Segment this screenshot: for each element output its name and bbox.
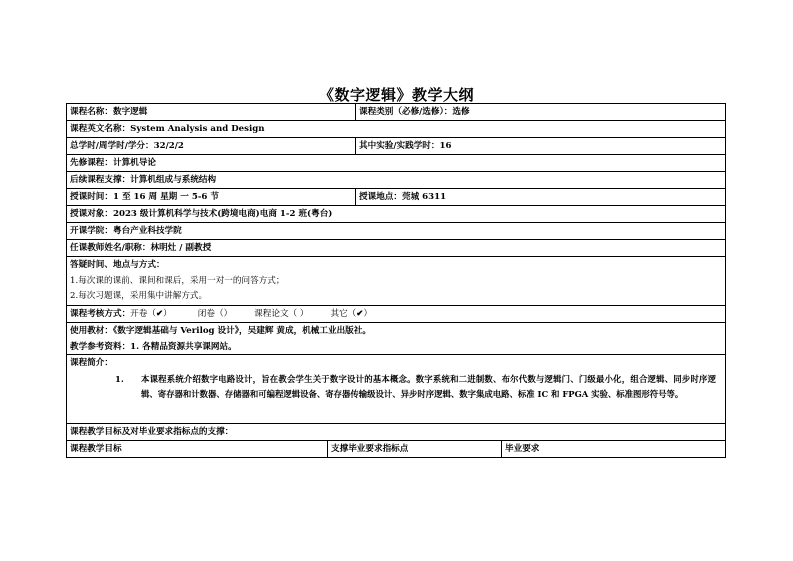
refs-line	[70, 340, 722, 355]
field-label: 先修课程：	[70, 158, 113, 168]
intro-text: 本课程系统介绍数字电路设计，旨在教会学生关于数字设计的基本概念。数字系统和二进制数、布尔代数与逻辑门、门级最小化，组合逻辑、同步时序逻辑、寄存器和计数器、存储器和可编程逻辑设备、寄存器传输级设计、异步时序逻辑、数字集成电路、标准 IC 和 FPGA 实验、标准图形符号等。	[141, 373, 716, 399]
table-row	[67, 256, 725, 305]
table-row	[67, 171, 725, 188]
field-label: 任课教师姓名/职称：	[70, 243, 151, 253]
table-row	[67, 305, 725, 322]
lab-hours-cell	[355, 138, 725, 154]
table-row	[67, 239, 725, 256]
field-label: 课程类别（必修/选修）：	[359, 107, 453, 117]
textbook-value: 《数字逻辑基础与 Verilog 设计》，吴建辉 黄成，机械工业出版社。	[112, 326, 371, 336]
teacher-value: 林明灶 / 副教授	[150, 243, 212, 253]
field-label: 总学时/周学时/学分：	[70, 141, 154, 151]
time-cell	[67, 189, 355, 205]
field-label: 授课地点：	[359, 192, 402, 202]
prereq-cell	[67, 155, 725, 171]
intro-number: 1.	[115, 373, 124, 384]
table-row	[67, 120, 725, 137]
field-label: 其中实验/实践学时：	[359, 141, 440, 151]
english-name-value: System Analysis and Design	[130, 124, 265, 134]
table-row	[67, 423, 725, 440]
hours-cell	[67, 138, 355, 154]
exam-cell	[67, 306, 725, 322]
textbook-line	[70, 324, 722, 340]
field-label: 授课时间：	[70, 192, 113, 202]
course-type-cell	[355, 104, 725, 120]
table-row	[67, 354, 725, 423]
table-row	[67, 154, 725, 171]
column-header-goal: 课程教学目标	[70, 444, 122, 454]
checkmark-icon: ✔	[356, 309, 364, 319]
table-row	[67, 205, 725, 222]
qa-line: 1.每次课的课前、课间和课后，采用一对一的问答方式；	[70, 275, 285, 286]
qa-cell	[67, 257, 725, 305]
intro-cell	[67, 355, 725, 423]
table-row	[67, 104, 725, 120]
field-label: 授课对象：	[70, 209, 113, 219]
followup-value: 计算机组成与系统结构	[130, 175, 217, 185]
goals-label: 课程教学目标及对毕业要求指标点的支撑：	[70, 427, 234, 437]
exam-open: 开卷（	[130, 309, 156, 319]
field-label: 答疑时间、地点与方式：	[70, 260, 165, 270]
prereq-value: 计算机导论	[112, 158, 156, 168]
course-name-cell	[67, 104, 355, 120]
table-row	[67, 322, 725, 354]
intro-paragraph	[70, 372, 722, 403]
location-cell	[355, 189, 725, 205]
time-value: 1 至 16 周 星期 一 5-6 节	[112, 192, 219, 202]
exam-closed: 闭卷（）	[197, 309, 233, 319]
audience-value: 2023 级计算机科学与技术(跨境电商)电商 1-2 班(粤台)	[112, 209, 333, 219]
english-name-cell	[67, 121, 725, 137]
location-value: 莞城 6311	[401, 192, 447, 202]
hours-value: 32/2/2	[153, 141, 184, 151]
exam-paper: 课程论文（ ）	[254, 309, 309, 319]
table-row	[67, 188, 725, 205]
exam-open-close: ）	[163, 309, 172, 319]
checkmark-icon: ✔	[155, 309, 164, 319]
college-value: 粤台产业科技学院	[112, 226, 182, 236]
audience-cell	[67, 206, 725, 222]
syllabus-table	[66, 103, 726, 458]
page-title: 《数字逻辑》教学大纲	[318, 86, 474, 104]
field-label: 使用教材：	[70, 326, 113, 336]
field-label: 课程英文名称：	[70, 124, 131, 134]
goals-cell	[67, 424, 725, 440]
lab-hours-value: 16	[439, 141, 452, 151]
qa-line: 2.每次习题课，采用集中讲解方式。	[70, 291, 208, 301]
textbook-cell	[67, 323, 725, 354]
table-header-row	[67, 440, 725, 457]
field-label: 教学参考资料：	[70, 341, 131, 352]
field-label: 课程名称：	[70, 107, 113, 117]
refs-value: 1. 各精品资源共享课网站。	[130, 341, 237, 352]
field-label: 后续课程支撑：	[70, 175, 131, 185]
table-row	[67, 222, 725, 239]
followup-cell	[67, 172, 725, 188]
teacher-cell	[67, 240, 725, 256]
field-label: 开课学院：	[70, 226, 113, 236]
exam-other: 其它（	[330, 309, 357, 319]
course-name-value: 数字逻辑	[112, 107, 148, 117]
column-header-indicator: 支撑毕业要求指标点	[327, 441, 501, 457]
table-row	[67, 137, 725, 154]
course-type-value: 选修	[452, 107, 470, 117]
exam-other-close: ）	[363, 309, 373, 319]
field-label: 课程考核方式：	[70, 309, 131, 319]
field-label: 课程简介：	[70, 358, 113, 368]
college-cell	[67, 223, 725, 239]
column-header-requirement: 毕业要求	[501, 441, 725, 457]
